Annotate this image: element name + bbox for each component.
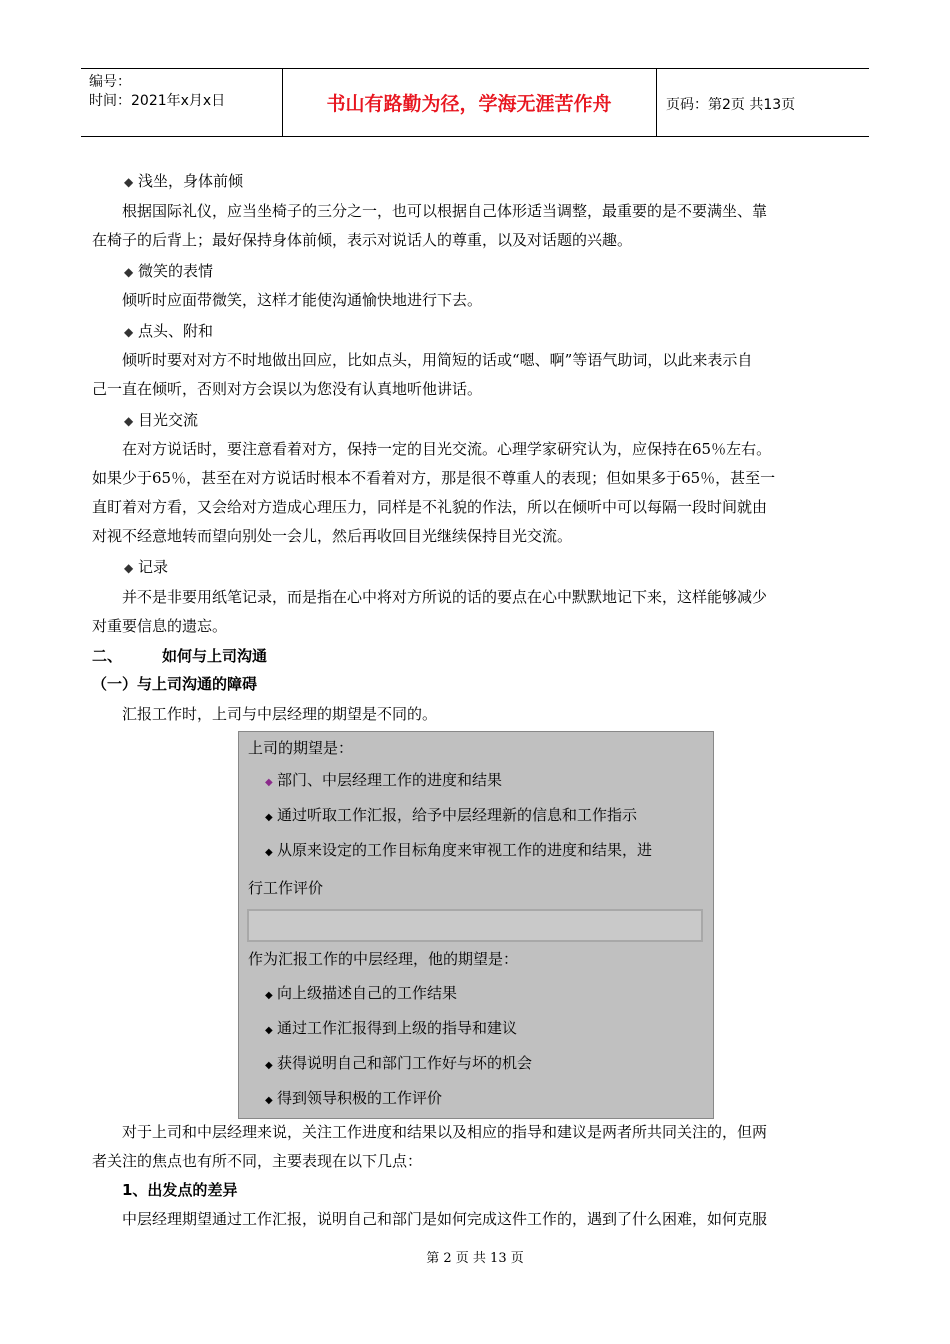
section-heading: ◆ 点头、附和 — [124, 322, 214, 340]
header-divider — [656, 69, 657, 136]
paragraph-line: 倾听时应面带微笑，这样才能使沟通愉快地进行下去。 — [122, 291, 483, 309]
paragraph-line: 在椅子的后背上；最好保持身体前倾，表示对说话人的尊重，以及对话题的兴趣。 — [92, 231, 633, 249]
small-diamond-icon: ◆ — [265, 777, 273, 788]
paragraph-line: 者关注的焦点也有所不同，主要表现在以下几点： — [92, 1152, 423, 1170]
header-motto: 书山有路勤为径，学海无涯苦作舟 — [326, 93, 612, 115]
small-diamond-icon: ◆ — [265, 990, 273, 1001]
boss-expectations-title: 上司的期望是： — [248, 739, 354, 757]
diamond-bullet-icon: ◆ — [124, 561, 134, 575]
paragraph-line: 直盯着对方看，又会给对方造成心理压力，同样是不礼貌的作法，所以在倾听中可以每隔一段时间就由 — [92, 498, 768, 516]
list-item: ◆ 获得说明自己和部门工作好与坏的机会 — [265, 1053, 532, 1076]
paragraph-line: 并不是非要用纸笔记录，而是指在心中将对方所说的话的要点在心中默默地记下来，这样能够减少 — [122, 588, 768, 606]
list-item: ◆ 向上级描述自己的工作结果 — [265, 983, 457, 1006]
manager-expectations-title: 作为汇报工作的中层经理，他的期望是： — [248, 950, 519, 968]
paragraph-line: 中层经理期望通过工作汇报，说明自己和部门是如何完成这件工作的，遇到了什么困难，如何克服 — [122, 1210, 768, 1228]
page-header — [81, 68, 869, 137]
paragraph-line: 对视不经意地转而望向别处一会儿，然后再收回目光继续保持目光交流。 — [92, 527, 573, 545]
list-item: ◆ 从原来设定的工作目标角度来审视工作的进度和结果，进 — [265, 840, 652, 863]
expectations-box — [238, 731, 714, 1119]
section-heading: ◆ 浅坐，身体前倾 — [124, 172, 244, 190]
diamond-bullet-icon: ◆ — [124, 265, 134, 279]
paragraph-line: 根据国际礼仪，应当坐椅子的三分之一，也可以根据自己体形适当调整，最重要的是不要满坐、靠 — [122, 202, 768, 220]
part-heading: 二、 如何与上司沟通 — [92, 647, 268, 665]
paragraph-line: 对重要信息的遗忘。 — [92, 617, 228, 635]
header-number: 编号： — [89, 74, 131, 90]
small-diamond-icon: ◆ — [265, 1025, 273, 1036]
list-item: ◆ 部门、中层经理工作的进度和结果 — [265, 770, 502, 793]
paragraph-line: 己一直在倾听，否则对方会误以为您没有认真地听他讲话。 — [92, 380, 483, 398]
small-diamond-icon: ◆ — [265, 1060, 273, 1071]
point-heading: 1、出发点的差异 — [122, 1181, 238, 1199]
small-diamond-icon: ◆ — [265, 812, 273, 823]
list-item-continuation: 行工作评价 — [248, 879, 324, 897]
diamond-bullet-icon: ◆ — [124, 325, 134, 339]
separator-box — [247, 909, 703, 942]
paragraph-line: 汇报工作时，上司与中层经理的期望是不同的。 — [122, 705, 438, 723]
header-meta — [89, 73, 225, 111]
page-footer: 第 2 页 共 13 页 — [426, 1251, 524, 1266]
section-heading: ◆ 微笑的表情 — [124, 262, 214, 280]
list-item: ◆ 得到领导积极的工作评价 — [265, 1088, 442, 1111]
paragraph-line: 在对方说话时，要注意看着对方，保持一定的目光交流。心理学家研究认为，应保持在65％左右。 — [122, 440, 772, 458]
subsection-heading: （一）与上司沟通的障碍 — [92, 675, 258, 693]
list-item: ◆ 通过听取工作汇报，给予中层经理新的信息和工作指示 — [265, 805, 637, 828]
small-diamond-icon: ◆ — [265, 1095, 273, 1106]
paragraph-line: 对于上司和中层经理来说，关注工作进度和结果以及相应的指导和建议是两者所共同关注的，但两 — [122, 1123, 768, 1141]
header-page: 页码：第2页 共13页 — [666, 97, 796, 113]
list-item: ◆ 通过工作汇报得到上级的指导和建议 — [265, 1018, 517, 1041]
paragraph-line: 如果少于65％，甚至在对方说话时根本不看着对方，那是很不尊重人的表现；但如果多于65％，甚至一 — [92, 469, 776, 487]
diamond-bullet-icon: ◆ — [124, 414, 134, 428]
paragraph-line: 倾听时要对对方不时地做出回应，比如点头，用简短的话或“嗯、啊”等语气助词，以此来表示自 — [122, 351, 753, 369]
section-heading: ◆ 记录 — [124, 558, 169, 576]
small-diamond-icon: ◆ — [265, 847, 273, 858]
section-heading: ◆ 目光交流 — [124, 411, 199, 429]
header-time: 时间：2021年x月x日 — [89, 93, 226, 109]
diamond-bullet-icon: ◆ — [124, 175, 134, 189]
